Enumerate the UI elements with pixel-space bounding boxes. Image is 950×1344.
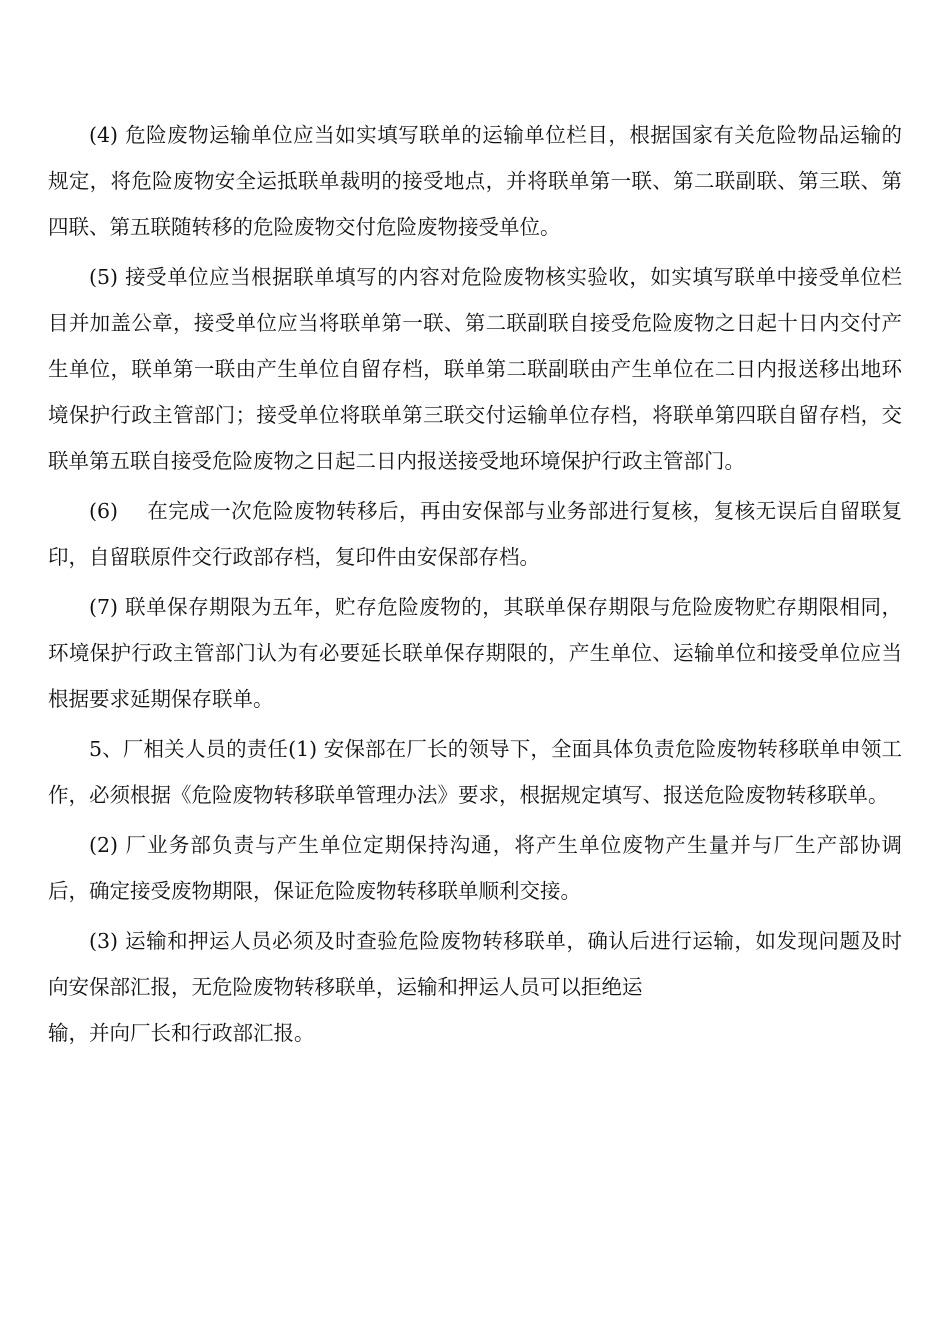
- paragraph-5: (5) 接受单位应当根据联单填写的内容对危险废物核实验收，如实填写联单中接受单位栏目并加盖公章，接受单位应当将联单第一联、第二联副联自接受危险废物之日起十日内交付产生单位，联单第一联由产生单位自留存档，联单第二联副联由产生单位在二日内报送移出地环境保护行政主管部门；接受单位将联单第三联交付运输单位存档，将联单第四联自留存档，交联单第五联自接受危险废物之日起二日内报送接受地环境保护行政主管部门。: [48, 265, 902, 473]
- paragraph-6-label: (6): [89, 499, 119, 523]
- paragraph-7: (7) 联单保存期限为五年，贮存危险废物的，其联单保存期限与危险废物贮存期限相同，环境保护行政主管部门认为有必要延长联单保存期限的，产生单位、运输单位和接受单位应当根据要求延期保存联单。: [48, 595, 902, 711]
- document-page: [48, 112, 902, 1060]
- section-5-paragraph-1: 5、厂相关人员的责任(1) 安保部在厂长的领导下，全面具体负责危险废物转移联单申领工作，必须根据《危险废物转移联单管理办法》要求，根据规定填写、报送危险废物转移联单。: [48, 737, 902, 807]
- section-5-paragraph-3-line-2: 输，并向厂长和行政部汇报。: [48, 1021, 315, 1045]
- section-5-paragraph-3: [48, 918, 902, 1056]
- paragraph-4: (4) 危险废物运输单位应当如实填写联单的运输单位栏目，根据国家有关危险物品运输的规定，将危险废物安全运抵联单裁明的接受地点，并将联单第一联、第二联副联、第三联、第四联、第五联随转移的危险废物交付危险废物接受单位。: [48, 123, 902, 239]
- section-5-paragraph-3-line-1: (3) 运输和押运人员必须及时查验危险废物转移联单，确认后进行运输，如发现问题及时向安保部汇报，无危险废物转移联单，运输和押运人员可以拒绝运: [48, 929, 902, 999]
- section-5-paragraph-2: (2) 厂业务部负责与产生单位定期保持沟通，将产生单位废物产生量并与厂生产部协调后，确定接受废物期限，保证危险废物转移联单顺利交接。: [48, 833, 902, 903]
- paragraph-6-text: 在完成一次危险废物转移后，再由安保部与业务部进行复核，复核无误后自留联复印，自留联原件交行政部存档，复印件由安保部存档。: [48, 499, 902, 569]
- paragraph-6: [48, 488, 902, 580]
